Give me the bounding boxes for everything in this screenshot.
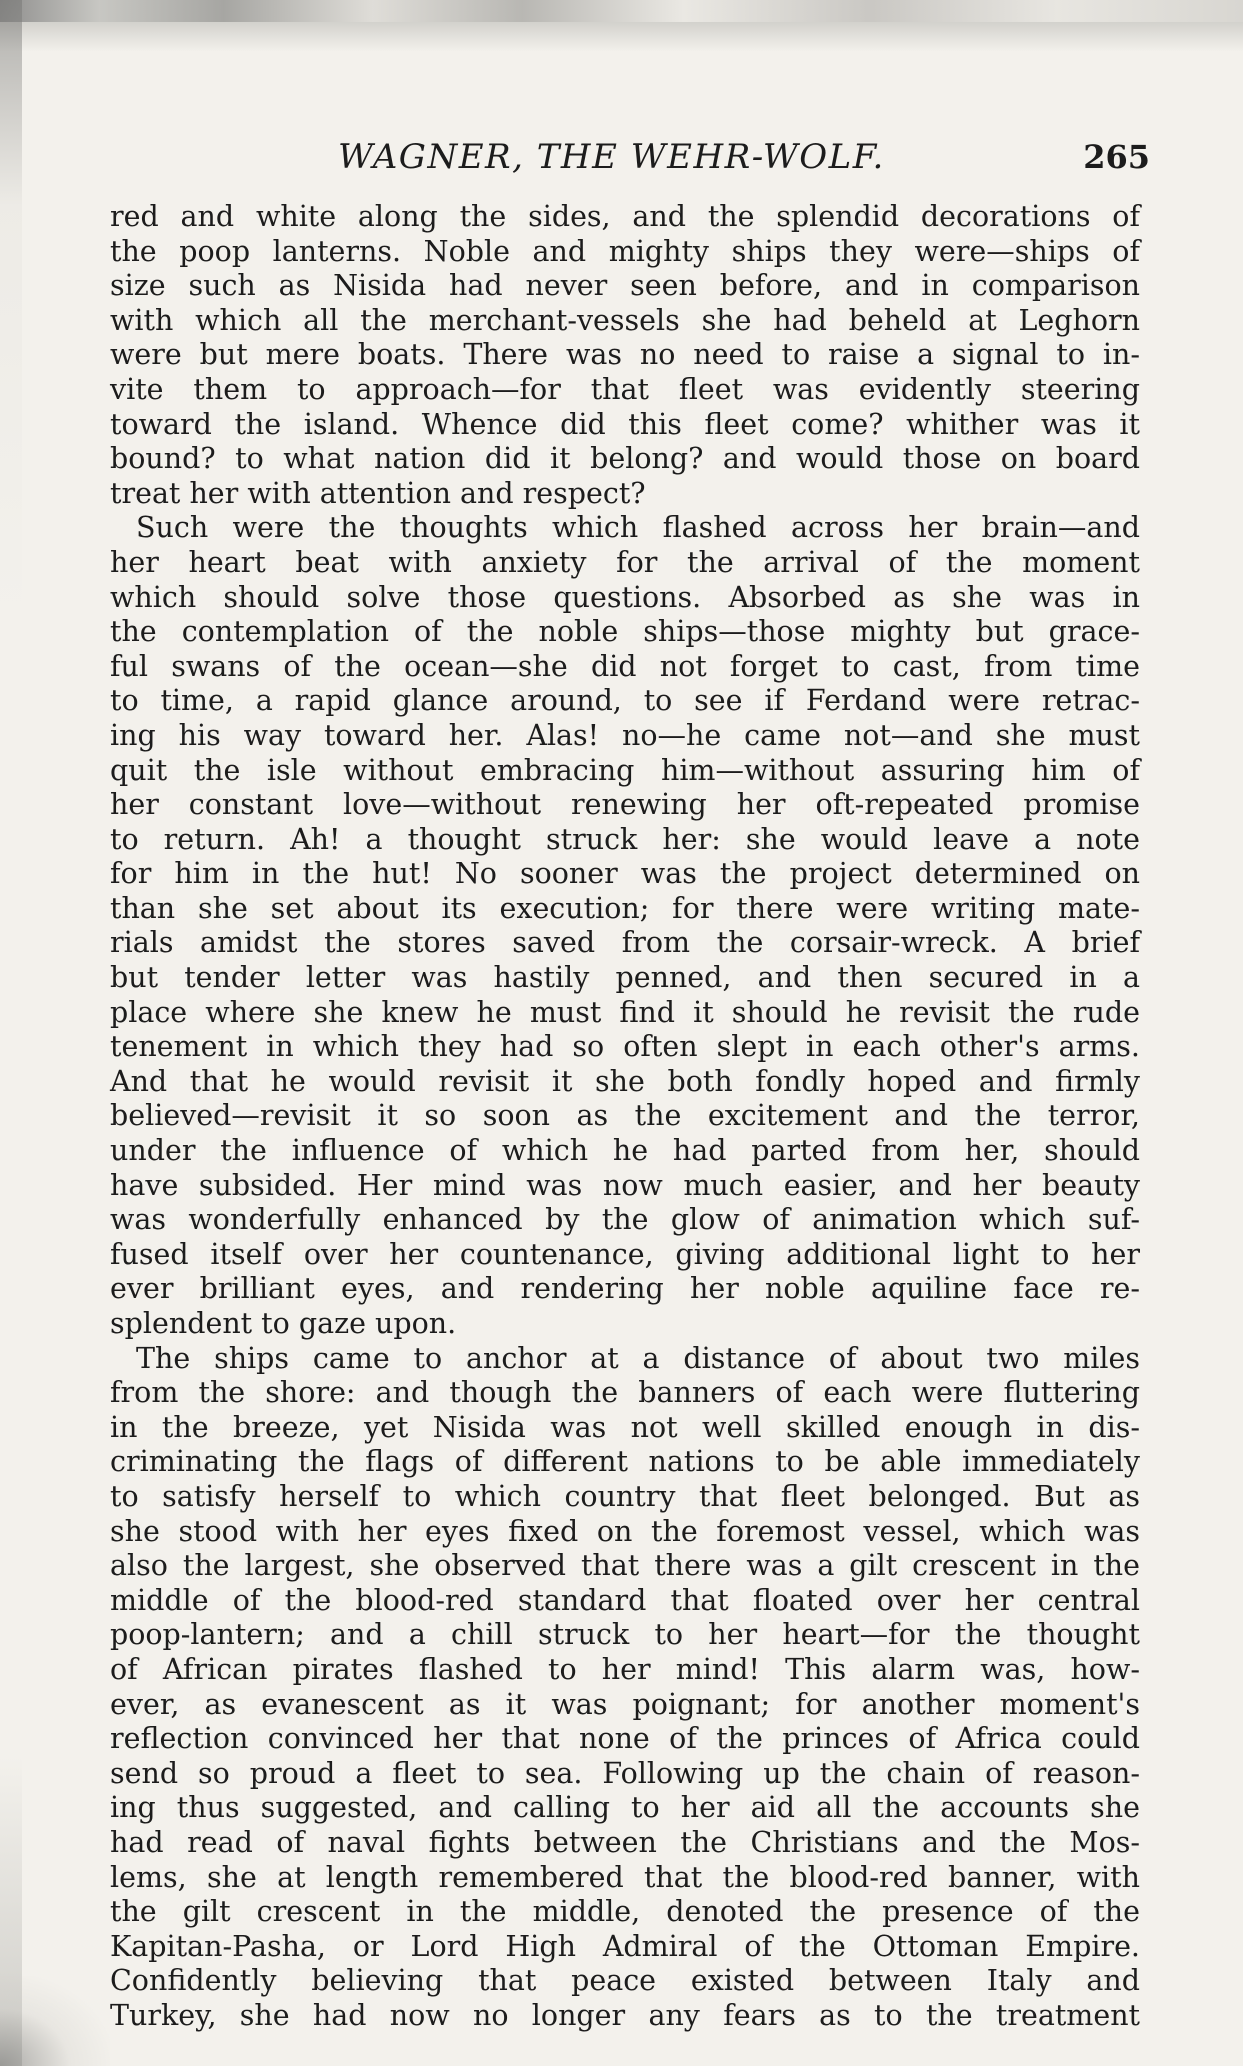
text-line: criminating the flags of different nations to be able immediately	[110, 1445, 1140, 1479]
scan-edge-top	[0, 0, 1243, 22]
text-line: the contemplation of the noble ships—those mighty but grace-	[110, 615, 1140, 649]
text-line: her heart beat with anxiety for the arrival of the moment	[110, 545, 1140, 579]
text-line: fused itself over her countenance, giving additional light to her	[110, 1237, 1140, 1271]
text-line: reflection convinced her that none of the princes of Africa could	[110, 1722, 1140, 1756]
text-line: send so proud a fleet to sea. Following up the chain of reason-	[110, 1756, 1140, 1790]
text-line: to satisfy herself to which country that fleet belonged. But as	[110, 1479, 1140, 1513]
scan-corner-bottom-left	[0, 1976, 110, 2066]
text-line: the gilt crescent in the middle, denoted the presence of the	[110, 1895, 1140, 1929]
paragraph	[110, 1342, 1140, 2034]
text-line: treat her with attention and respect?	[110, 476, 646, 510]
text-line: bound? to what nation did it belong? and would those on board	[110, 442, 1140, 476]
paragraph	[110, 200, 1140, 511]
text-line: with which all the merchant-vessels she had beheld at Leghorn	[110, 303, 1140, 337]
text-line: Confidently believing that peace existed between Italy and	[110, 1964, 1140, 1998]
paragraph	[110, 511, 1140, 1341]
text-line: lems, she at length remembered that the blood-red banner, with	[110, 1860, 1140, 1894]
running-head	[110, 134, 1150, 180]
text-line: ful swans of the ocean—she did not forget to cast, from time	[110, 649, 1140, 683]
text-line: size such as Nisida had never seen before, and in comparison	[110, 269, 1140, 303]
text-line: of African pirates flashed to her mind! This alarm was, how-	[110, 1652, 1140, 1686]
text-line: have subsided. Her mind was now much easier, and her beauty	[110, 1168, 1140, 1202]
text-line: And that he would revisit it she both fondly hoped and firmly	[110, 1064, 1140, 1098]
text-line: middle of the blood-red standard that floated over her central	[110, 1583, 1140, 1617]
text-line: she stood with her eyes fixed on the foremost vessel, which was	[110, 1514, 1140, 1548]
text-line: for him in the hut! No sooner was the project determined on	[110, 857, 1140, 891]
text-line: in the breeze, yet Nisida was not well skilled enough in dis-	[110, 1410, 1140, 1444]
text-line: to time, a rapid glance around, to see if Ferdand were retrac-	[110, 684, 1140, 718]
text-line: but tender letter was hastily penned, and then secured in a	[110, 961, 1140, 995]
text-line: Such were the thoughts which flashed across her brain—and	[136, 511, 1140, 545]
text-line: toward the island. Whence did this fleet come? whither was it	[110, 407, 1140, 441]
text-line: ing his way toward her. Alas! no—he came not—and she must	[110, 718, 1140, 752]
text-line: which should solve those questions. Absorbed as she was in	[110, 580, 1140, 614]
text-line: the poop lanterns. Noble and mighty ships they were—ships of	[110, 234, 1140, 268]
text-line: to return. Ah! a thought struck her: she would leave a note	[110, 822, 1140, 856]
text-line: tenement in which they had so often slept in each other's arms.	[110, 1030, 1140, 1064]
text-line: were but mere boats. There was no need to raise a signal to in-	[110, 338, 1140, 372]
text-line: from the shore: and though the banners of each were fluttering	[110, 1376, 1140, 1410]
text-line: Kapitan-Pasha, or Lord High Admiral of the Ottoman Empire.	[110, 1929, 1140, 1963]
text-line: was wonderfully enhanced by the glow of animation which suf-	[110, 1203, 1140, 1237]
text-line: ever brilliant eyes, and rendering her noble aquiline face re-	[110, 1272, 1140, 1306]
text-line: had read of naval fights between the Christians and the Mos-	[110, 1825, 1140, 1859]
scan-edge-left	[0, 0, 22, 2066]
page-number: 265	[1083, 138, 1150, 176]
text-line: ever, as evanescent as it was poignant; for another moment's	[110, 1687, 1140, 1721]
text-line: ing thus suggested, and calling to her aid all the accounts she	[110, 1791, 1140, 1825]
text-line: quit the isle without embracing him—without assuring him of	[110, 753, 1140, 787]
text-line: believed—revisit it so soon as the excitement and the terror,	[110, 1099, 1140, 1133]
text-line: place where she knew he must find it should he revisit the rude	[110, 995, 1140, 1029]
running-title: WAGNER, THE WEHR-WOLF.	[338, 137, 885, 177]
text-line: her constant love—without renewing her oft-repeated promise	[110, 788, 1140, 822]
text-line: than she set about its execution; for there were writing mate-	[110, 891, 1140, 925]
text-line: poop-lantern; and a chill struck to her heart—for the thought	[110, 1618, 1140, 1652]
text-line: red and white along the sides, and the splendid decorations of	[110, 200, 1140, 233]
scan-shadow-top	[0, 22, 1243, 52]
text-line: splendent to gaze upon.	[110, 1307, 457, 1340]
body-text	[110, 200, 1140, 2033]
text-line: rials amidst the stores saved from the corsair-wreck. A brief	[110, 926, 1140, 960]
text-line: also the largest, she observed that there was a gilt crescent in the	[110, 1549, 1140, 1583]
text-line: vite them to approach—for that fleet was evidently steering	[110, 372, 1140, 406]
text-line: The ships came to anchor at a distance of about two miles	[136, 1341, 1140, 1375]
text-line: Turkey, she had now no longer any fears as to the treatment	[110, 1998, 1140, 2032]
text-line: under the influence of which he had parted from her, should	[110, 1134, 1140, 1168]
